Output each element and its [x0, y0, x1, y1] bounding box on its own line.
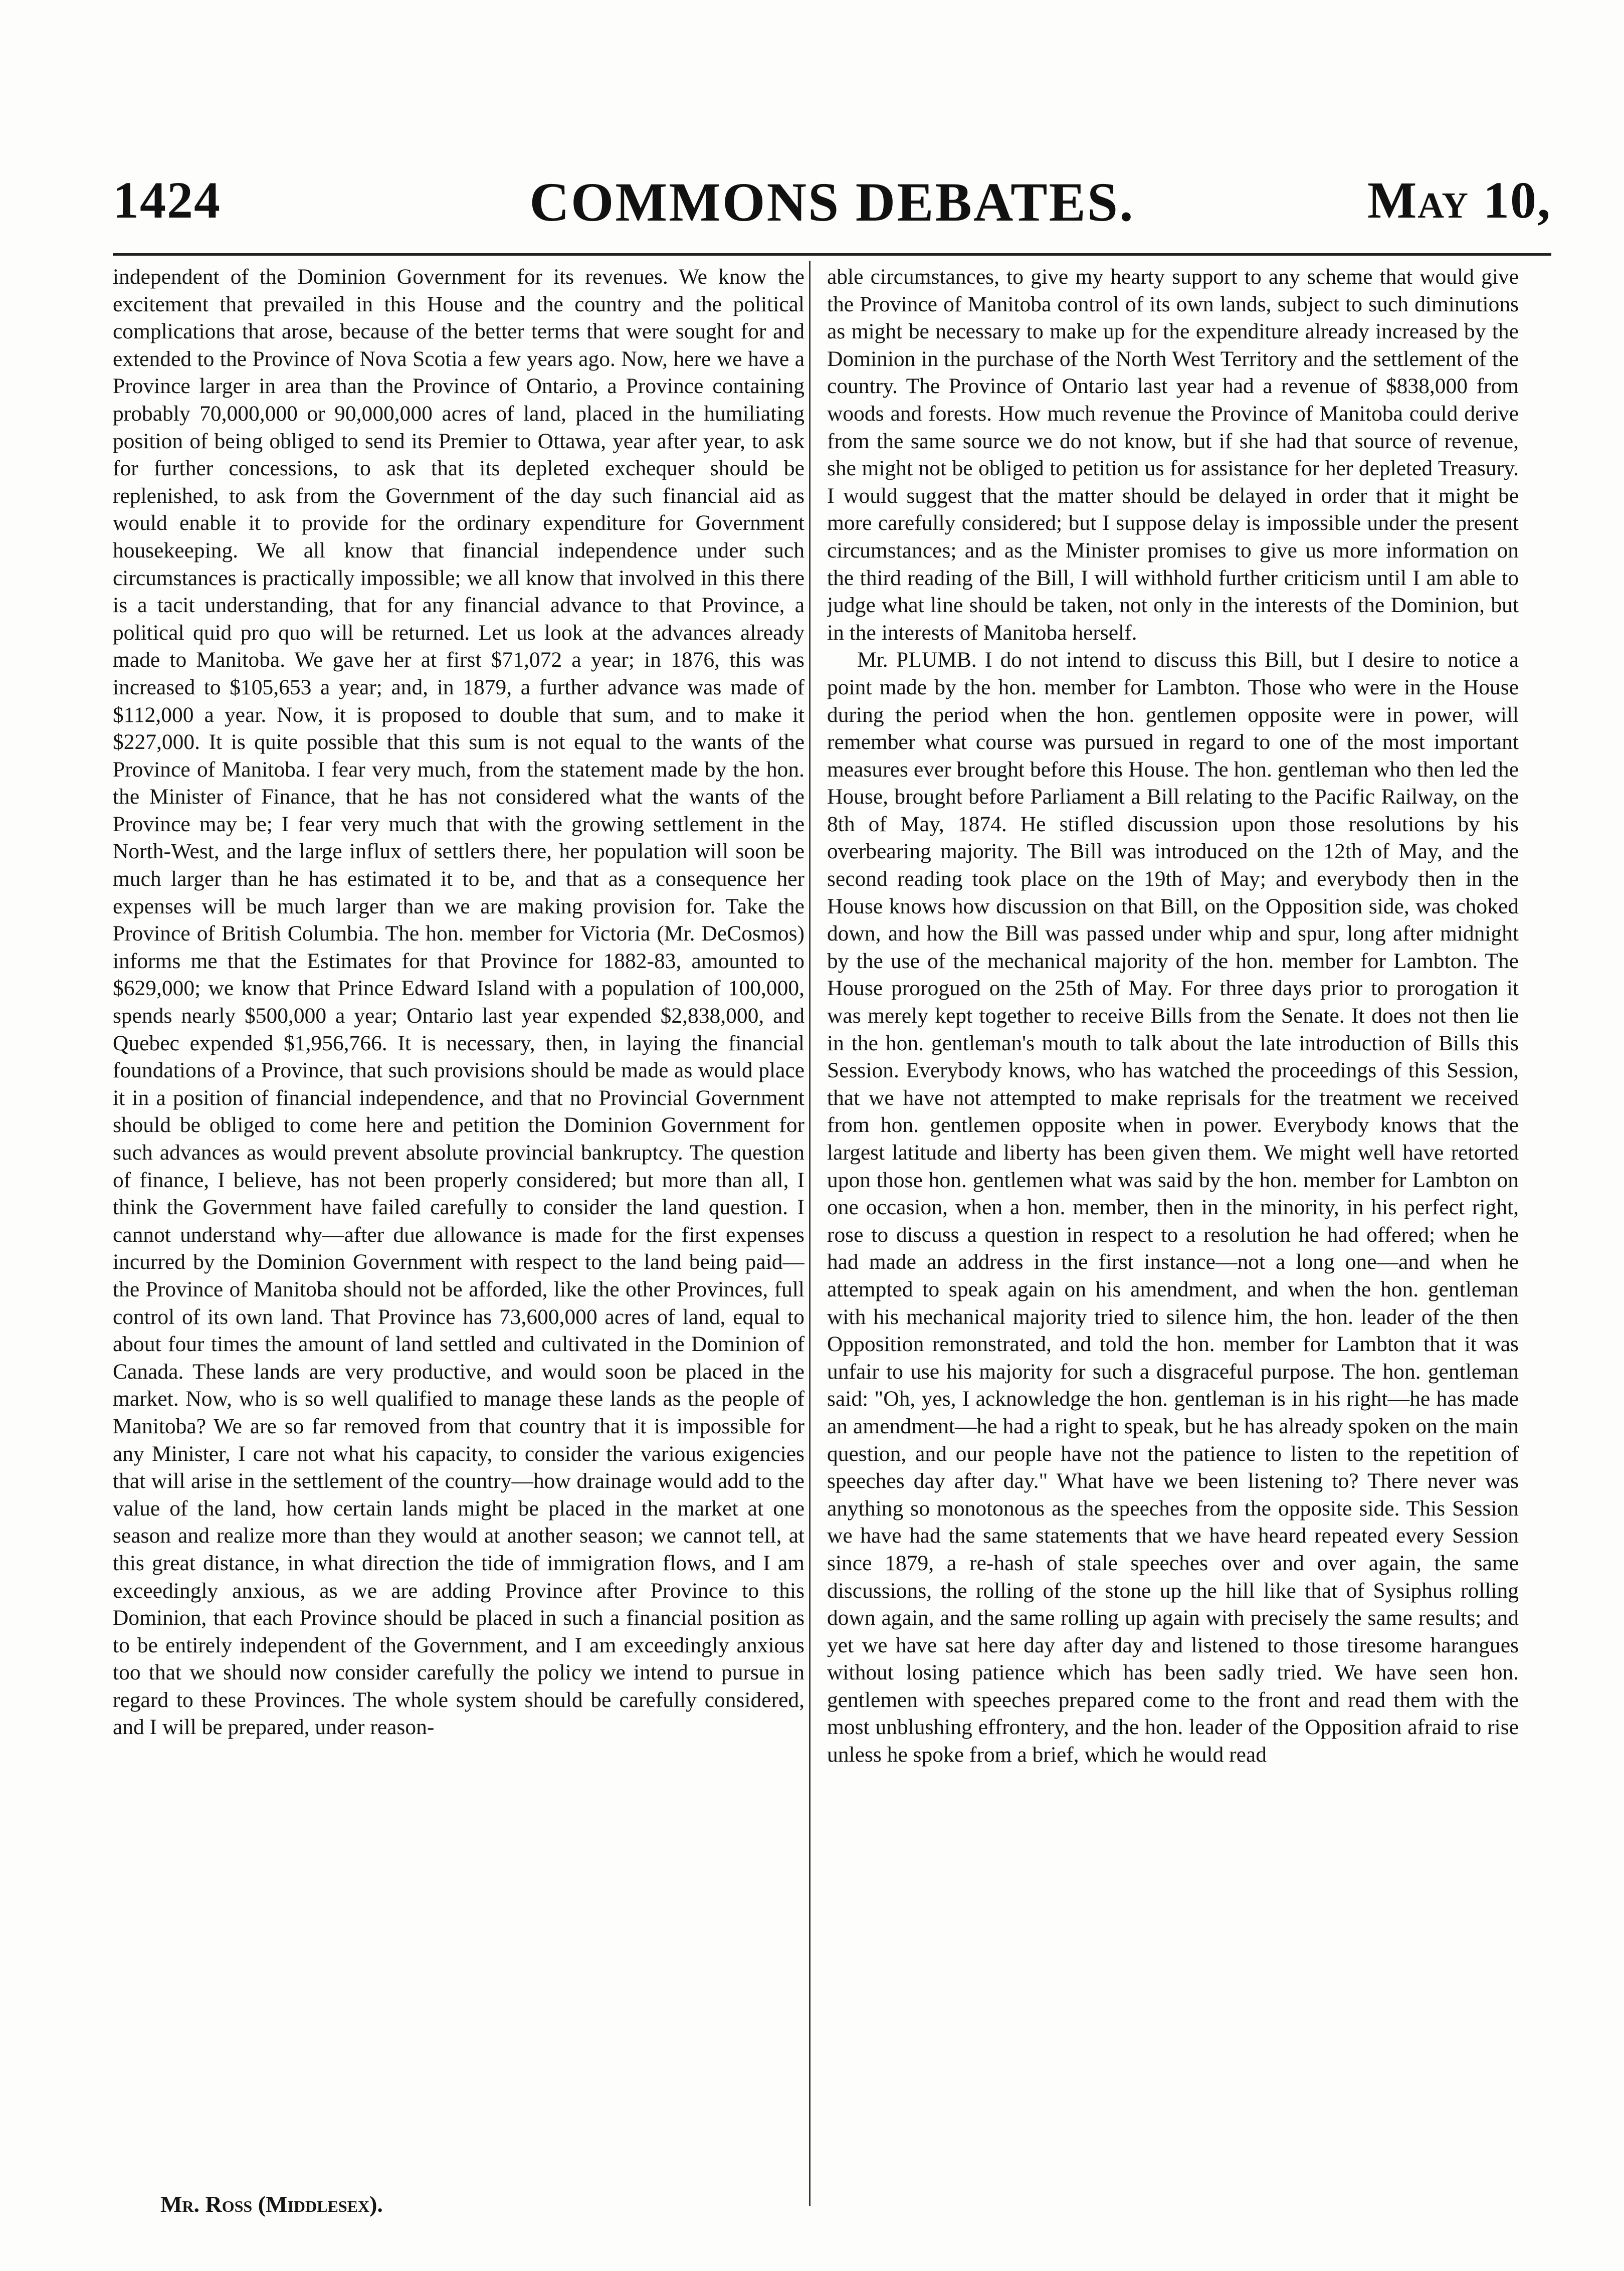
- right-column: [827, 263, 1519, 2178]
- header-rule: [113, 253, 1551, 256]
- page-header: [113, 170, 1551, 246]
- journal-title: COMMONS DEBATES.: [529, 171, 1135, 233]
- left-column: [113, 263, 804, 2178]
- footer-speaker: Mr. Ross (Middlesex).: [160, 2191, 383, 2217]
- left-paragraph-1: independent of the Dominion Government for its revenues. We know the excitement that prevailed in this House and the country and the political complications that arose, because of the better terms that were sought for and extended to the Province of Nova Scotia a few years ago. Now, here we have a Province larger in area than the Province of Ontario, a Province containing probably 70,000,000 or 90,000,000 acres of land, placed in the humiliating position of being obliged to send its Premier to Ottawa, year after year, to ask for further concessions, to ask that its depleted exchequer should be replenished, to ask from the Government of the day such financial aid as would enable it to provide for the ordinary expenditure for Government housekeeping. We all know that financial independence under such circumstances is practically impossible; we all know that involved in this there is a tacit understanding, that for any financial advance to that Province, a political quid pro quo will be returned. Let us look at the advances already made to Manitoba. We gave her at first $71,072 a year; in 1876, this was increased to $105,653 a year; and, in 1879, a further advance was made of $112,000 a year. Now, it is proposed to double that sum, and to make it $227,000. It is quite possible that this sum is not equal to the wants of the Province of Manitoba. I fear very much, from the statement made by the hon. the Minister of Finance, that he has not considered what the wants of the Province may be; I fear very much that with the growing settlement in the North-West, and the large influx of settlers there, her population will soon be much larger than he has estimated it to be, and that as a consequence her expenses will be much larger than we are making provision for. Take the Province of British Columbia. The hon. member for Victoria (Mr. DeCosmos) informs me that the Estimates for that Province for 1882-83, amounted to $629,000; we know that Prince Edward Island with a population of 100,000, spends nearly $500,000 a year; Ontario last year expended $2,838,000, and Quebec expended $1,956,766. It is necessary, then, in laying the financial foundations of a Province, that such provisions should be made as would place it in a position of financial independence, and that no Provincial Government should be obliged to come here and petition the Dominion Government for such advances as would prevent absolute provincial bankruptcy. The question of finance, I believe, has not been properly considered; but more than all, I think the Government have failed carefully to consider the land question. I cannot understand why—after due allowance is made for the first expenses incurred by the Dominion Government with respect to the land being paid—the Province of Manitoba should not be afforded, like the other Provinces, full control of its own land. That Province has 73,600,000 acres of land, equal to about four times the amount of land settled and cultivated in the Dominion of Canada. These lands are very productive, and would soon be placed in the market. Now, who is so well qualified to manage these lands as the people of Manitoba? We are so far removed from that country that it is impossible for any Minister, I care not what his capacity, to consider the various exigencies that will arise in the settlement of the country—how drainage would add to the value of the land, how certain lands might be placed in the market at one season and realize more than they would at another season; we cannot tell, at this great distance, in what direction the tide of immigration flows, and I am exceedingly anxious, as we are adding Province after Province to this Dominion, that each Province should be placed in such a financial position as to be entirely independent of the Government, and I am exceedingly anxious too that we should now consider carefully the policy we intend to pursue in regard to these Provinces. The whole system should be carefully considered, and I will be prepared, under reason-: [113, 265, 804, 1740]
- right-paragraph-1: able circumstances, to give my hearty support to any scheme that would give the Province of Manitoba control of its own lands, subject to such diminutions as might be necessary to make up for the expenditure already increased by the Dominion in the purchase of the North West Territory and the settlement of the country. The Province of Ontario last year had a revenue of $838,000 from woods and forests. How much revenue the Province of Manitoba could derive from the same source we do not know, but if she had that source of revenue, she might not be obliged to petition us for assistance for her depleted Treasury. I would suggest that the matter should be delayed in order that it might be more carefully considered; but I suppose delay is impossible under the present circumstances; and as the Minister promises to give us more information on the third reading of the Bill, I will withhold further criticism until I am able to judge what line should be taken, not only in the interests of the Dominion, but in the interests of Manitoba herself.: [827, 265, 1519, 645]
- issue-date: May 10,: [1367, 171, 1551, 229]
- right-paragraph-2: Mr. PLUMB. I do not intend to discuss this Bill, but I desire to notice a point made by the hon. member for Lambton. Those who were in the House during the period when the hon. gentlemen opposite were in power, will remember what course was pursued in regard to one of the most important measures ever brought before this House. The hon. gentleman who then led the House, brought before Parliament a Bill relating to the Pacific Railway, on the 8th of May, 1874. He stifled discussion upon those resolutions by his overbearing majority. The Bill was introduced on the 12th of May, and the second reading took place on the 19th of May; and everybody then in the House knows how discussion on that Bill, on the Opposition side, was choked down, and how the Bill was passed under whip and spur, long after midnight by the use of the mechanical majority of the hon. member for Lambton. The House prorogued on the 25th of May. For three days prior to prorogation it was merely kept together to receive Bills from the Senate. It does not then lie in the hon. gentleman's mouth to talk about the late introduction of Bills this Session. Everybody knows, who has watched the proceedings of this Session, that we have not attempted to make reprisals for the treatment we received from hon. gentlemen opposite when in power. Everybody knows that the largest latitude and liberty has been given them. We might well have retorted upon those hon. gentlemen what was said by the hon. member for Lambton on one occasion, when a hon. member, then in the minority, in his perfect right, rose to discuss a question in respect to a resolution he had offered; when he had made an address in the first instance—not a long one—and when he attempted to speak again on his amendment, and when the hon. gentleman with his mechanical majority tried to silence him, the hon. leader of the then Opposition remonstrated, and told the hon. member for Lambton that it was unfair to use his majority for such a disgraceful purpose. The hon. gentleman said: "Oh, yes, I acknowledge the hon. gentleman is in his right—he has made an amendment—he had a right to speak, but he has already spoken on the main question, and our people have not the patience to listen to the repetition of speeches day after day." What have we been listening to? There never was anything so monotonous as the speeches from the opposite side. This Session we have had the same statements that we have heard repeated every Session since 1879, a re-hash of stale speeches over and over again, the same discussions, the rolling of the stone up the hill like that of Sysiphus rolling down again, and the same rolling up again with precisely the same results; and yet we have sat here day after day and listened to those tiresome harangues without losing patience which has been sadly tried. We have seen hon. gentlemen with speeches prepared come to the front and read them with the most unblushing effrontery, and the hon. leader of the Opposition afraid to rise unless he spoke from a brief, which he would read: [827, 648, 1519, 1767]
- running-footer: [160, 2191, 383, 2217]
- column-divider: [809, 261, 810, 2206]
- page-number: 1424: [113, 171, 221, 229]
